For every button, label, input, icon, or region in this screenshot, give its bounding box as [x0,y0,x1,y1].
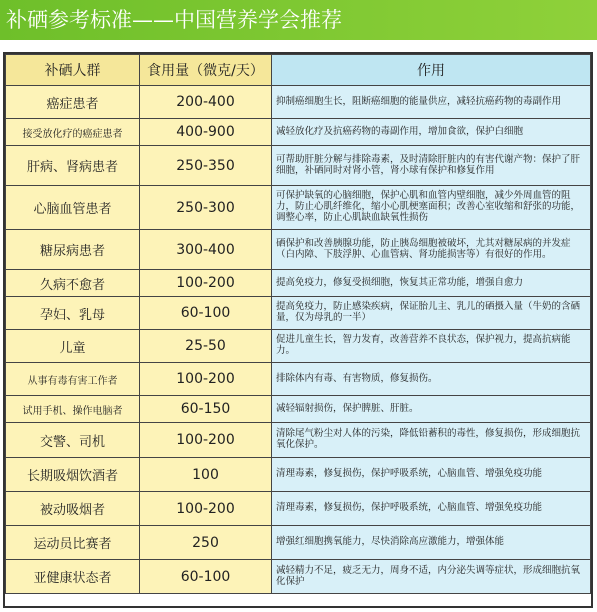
table-row [6,230,591,270]
table-row [6,458,591,492]
cell-effect: 减轻辐射损伤，保护脾脏、肝脏。 [272,396,591,423]
cell-amount: 300-400 [140,230,272,270]
table-row [6,363,591,396]
header-effect: 作用 [272,55,591,86]
table-row [6,119,591,146]
cell-amount: 100-200 [140,492,272,526]
cell-effect: 清理毒素，修复损伤，保护呼吸系统，心脑血管、增强免疫功能 [272,458,591,492]
cell-group: 肝病、肾病患者 [6,146,140,186]
cell-effect: 减轻放化疗及抗癌药物的毒副作用，增加食欲，保护白细胞 [272,119,591,146]
page-title: 补硒参考标准——中国营养学会推荐 [0,0,597,40]
cell-effect: 提高免疫力，防止感染疾病，保证胎儿主、乳儿的硒摄入量（牛奶的含硒量，仅为母乳的一半） [272,297,591,330]
table-row [6,396,591,423]
cell-amount: 100-200 [140,270,272,297]
cell-group: 交警、司机 [6,423,140,458]
cell-effect: 抑制癌细胞生长，阻断癌细胞的能量供应，减轻抗癌药物的毒副作用 [272,86,591,119]
cell-group: 运动员比赛者 [6,526,140,560]
cell-effect: 排除体内有毒、有害物质，修复损伤。 [272,363,591,396]
table-header-row [6,55,591,86]
table-row [6,526,591,560]
cell-amount: 250-300 [140,186,272,230]
cell-group: 糖尿病患者 [6,230,140,270]
table-row [6,186,591,230]
header-group: 补硒人群 [6,55,140,86]
cell-group: 心脑血管患者 [6,186,140,230]
cell-amount: 250 [140,526,272,560]
table-row [6,270,591,297]
table-row [6,423,591,458]
cell-group: 孕妇、乳母 [6,297,140,330]
cell-group: 接受放化疗的癌症患者 [6,119,140,146]
cell-amount: 250-350 [140,146,272,186]
cell-effect: 清理毒素，修复损伤，保护呼吸系统，心脑血管、增强免疫功能 [272,492,591,526]
header-amount: 食用量（微克/天） [140,55,272,86]
cell-group: 癌症患者 [6,86,140,119]
cell-group: 亚健康状态者 [6,560,140,594]
cell-amount: 60-100 [140,560,272,594]
cell-amount: 60-150 [140,396,272,423]
cell-effect: 硒保护和改善胰腺功能，防止胰岛细胞被破坏，尤其对糖尿病的并发症（白内障、下肢浮肿、心血管病、肾功能损害等）有很好的作用。 [272,230,591,270]
cell-effect: 可保护缺氧的心脑细胞，保护心肌和血管内壁细胞，减少外周血管的阻力，防止心肌纤维化，缩小心肌梗塞面积；改善心室收缩和舒张的功能，调整心率，防止心肌缺血缺氧性损伤 [272,186,591,230]
table-row [6,492,591,526]
cell-amount: 60-100 [140,297,272,330]
table-row [6,560,591,594]
cell-group: 长期吸烟饮酒者 [6,458,140,492]
cell-effect: 增强红细胞携氧能力，尽快消除高应激能力，增强体能 [272,526,591,560]
cell-amount: 200-400 [140,86,272,119]
cell-effect: 提高免疫力，修复受损细胞，恢复其正常功能，增强自愈力 [272,270,591,297]
cell-group: 被动吸烟者 [6,492,140,526]
cell-effect: 清除尾气粉尘对人体的污染，降低铅蓄积的毒性，修复损伤，形成细胞抗氧化保护。 [272,423,591,458]
table-row [6,330,591,363]
table-row [6,146,591,186]
cell-amount: 400-900 [140,119,272,146]
table-row [6,297,591,330]
cell-effect: 减轻精力不足，疲乏无力，周身不适，内分泌失调等症状，形成细胞抗氧化保护 [272,560,591,594]
selenium-reference-table [5,54,591,594]
cell-amount: 100-200 [140,363,272,396]
cell-group: 试用手机、操作电脑者 [6,396,140,423]
cell-group: 久病不愈者 [6,270,140,297]
cell-group: 从事有毒有害工作者 [6,363,140,396]
cell-effect: 促进儿童生长，智力发育，改善营养不良状态，保护视力，提高抗病能力。 [272,330,591,363]
cell-effect: 可帮助肝脏分解与排除毒素，及时清除肝脏内的有害代谢产物：保护了肝细胞，补硒同时对肾小管，肾小球有保护和修复作用 [272,146,591,186]
cell-amount: 25-50 [140,330,272,363]
selenium-table-container [3,52,593,608]
cell-amount: 100 [140,458,272,492]
table-row [6,86,591,119]
cell-amount: 100-200 [140,423,272,458]
cell-group: 儿童 [6,330,140,363]
